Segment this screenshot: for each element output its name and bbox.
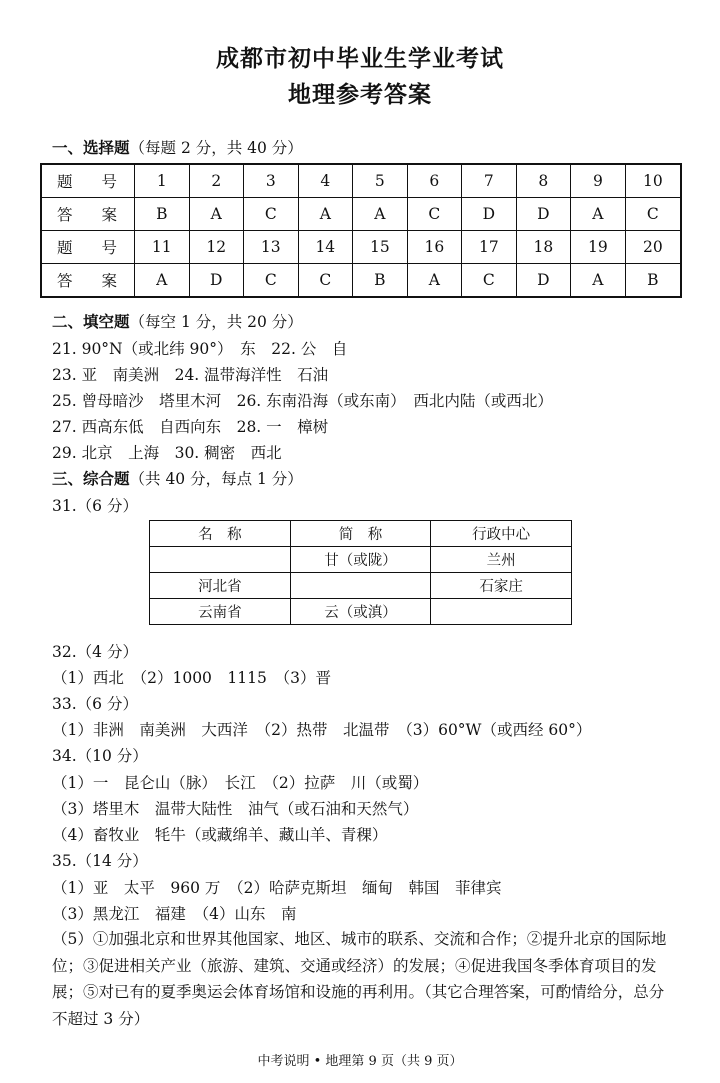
table-row — [150, 547, 572, 573]
question-number: 4 — [298, 164, 353, 198]
question-number: 1 — [135, 164, 190, 198]
section-title: 二、填空题 — [52, 313, 130, 331]
question-number: 17 — [462, 231, 517, 264]
table-cell: 石家庄 — [431, 573, 572, 599]
table-cell: 云南省 — [150, 599, 291, 625]
row-label: 题 号 — [41, 164, 135, 198]
answer-line: （3）黑龙江 福建 （4）山东 南 — [52, 905, 297, 923]
column-header: 名 称 — [150, 521, 291, 547]
question-number: 10 — [625, 164, 681, 198]
table-cell — [150, 547, 291, 573]
table-cell: 河北省 — [150, 573, 291, 599]
choice-answer-table — [40, 163, 682, 298]
answer-cell: A — [189, 198, 244, 231]
answer-line: 21. 90°N（或北纬 90°） 东 22. 公 自 — [52, 340, 348, 358]
answer-cell: C — [298, 264, 353, 298]
question-number: 14 — [298, 231, 353, 264]
answer-line: 33.（6 分） — [52, 695, 138, 713]
question-number: 7 — [462, 164, 517, 198]
question-number: 6 — [407, 164, 462, 198]
question-number: 3 — [244, 164, 299, 198]
page-title: 成都市初中毕业生学业考试 — [216, 46, 504, 72]
question-label: 31.（6 分） — [52, 497, 138, 515]
answer-cell: C — [462, 264, 517, 298]
table-row — [41, 231, 681, 264]
answer-line: （3）塔里木 温带大陆性 油气（或石油和天然气） — [52, 800, 419, 818]
question-number: 15 — [353, 231, 408, 264]
answer-line: （4）畜牧业 牦牛（或藏绵羊、藏山羊、青稞） — [52, 826, 388, 844]
answer-paragraph: （5）①加强北京和世界其他国家、地区、城市的联系、交流和合作；②提升北京的国际地位；③促进相关产业（旅游、建筑、交通或经济）的发展；④促进我国冬季体育项目的发展；⑤对已有的夏季奥运会体育场馆和设施的再利用。（其它合理答案，可酌情给分，总分不超过 3 分） — [52, 930, 667, 1028]
question-number: 11 — [135, 231, 190, 264]
table-cell: 兰州 — [431, 547, 572, 573]
answer-cell: A — [571, 264, 626, 298]
page-footer: 中考说明 • 地理第 9 页（共 9 页） — [257, 1054, 463, 1069]
question-number: 12 — [189, 231, 244, 264]
answer-cell: C — [625, 198, 681, 231]
question-number: 20 — [625, 231, 681, 264]
table-cell: 云（或滇） — [290, 599, 431, 625]
answer-cell: D — [516, 264, 571, 298]
section-note: （共 40 分，每点 1 分） — [129, 470, 303, 488]
table-cell — [290, 573, 431, 599]
table-row — [41, 198, 681, 231]
answer-cell: D — [189, 264, 244, 298]
section-heading-choice — [52, 136, 303, 158]
answer-line: 23. 亚 南美洲 24. 温带海洋性 石油 — [52, 366, 329, 384]
question-number: 9 — [571, 164, 626, 198]
question-number: 19 — [571, 231, 626, 264]
answer-cell: B — [625, 264, 681, 298]
table-row — [150, 521, 572, 547]
table-cell: 甘（或陇） — [290, 547, 431, 573]
section-note: （每题 2 分，共 40 分） — [129, 139, 303, 157]
answer-cell: A — [571, 198, 626, 231]
question-number: 8 — [516, 164, 571, 198]
answer-cell: D — [462, 198, 517, 231]
question-number: 16 — [407, 231, 462, 264]
answer-line: （1）西北 （2）1000 1115 （3）晋 — [52, 669, 331, 687]
page-subtitle: 地理参考答案 — [288, 82, 432, 108]
answer-line: 32.（4 分） — [52, 643, 138, 661]
answer-cell: A — [353, 198, 408, 231]
answer-line: （1）一 昆仑山（脉） 长江 （2）拉萨 川（或蜀） — [52, 774, 429, 792]
row-label: 题 号 — [41, 231, 135, 264]
table-row — [41, 164, 681, 198]
question-number: 2 — [189, 164, 244, 198]
question-number: 13 — [244, 231, 299, 264]
section-heading-comprehensive — [52, 467, 303, 489]
answer-cell: A — [407, 264, 462, 298]
answer-line: 25. 曾母暗沙 塔里木河 26. 东南沿海（或东南） 西北内陆（或西北） — [52, 392, 553, 410]
answer-line: 29. 北京 上海 30. 稠密 西北 — [52, 444, 282, 462]
section-title: 三、综合题 — [52, 470, 130, 488]
table-row — [150, 599, 572, 625]
row-label: 答 案 — [41, 198, 135, 231]
answer-cell: C — [244, 198, 299, 231]
answer-cell: C — [407, 198, 462, 231]
answer-cell: D — [516, 198, 571, 231]
row-label: 答 案 — [41, 264, 135, 298]
table-row — [150, 573, 572, 599]
question-number: 5 — [353, 164, 408, 198]
section-title: 一、选择题 — [52, 139, 130, 157]
answer-line: （1）非洲 南美洲 大西洋 （2）热带 北温带 （3）60°W（或西经 60°） — [52, 721, 592, 739]
answer-line: 35.（14 分） — [52, 852, 148, 870]
answer-line: 34.（10 分） — [52, 747, 148, 765]
question-number: 18 — [516, 231, 571, 264]
section-heading-fill — [52, 310, 303, 332]
province-table — [149, 520, 572, 625]
answer-cell: B — [135, 198, 190, 231]
section-note: （每空 1 分，共 20 分） — [129, 313, 303, 331]
answer-cell: B — [353, 264, 408, 298]
column-header: 简 称 — [290, 521, 431, 547]
table-row — [41, 264, 681, 298]
answer-cell: A — [298, 198, 353, 231]
answer-cell: C — [244, 264, 299, 298]
answer-line: 27. 西高东低 自西向东 28. 一 樟树 — [52, 418, 329, 436]
table-cell — [431, 599, 572, 625]
answer-cell: A — [135, 264, 190, 298]
column-header: 行政中心 — [431, 521, 572, 547]
answer-line: （1）亚 太平 960 万 （2）哈萨克斯坦 缅甸 韩国 菲律宾 — [52, 879, 502, 897]
